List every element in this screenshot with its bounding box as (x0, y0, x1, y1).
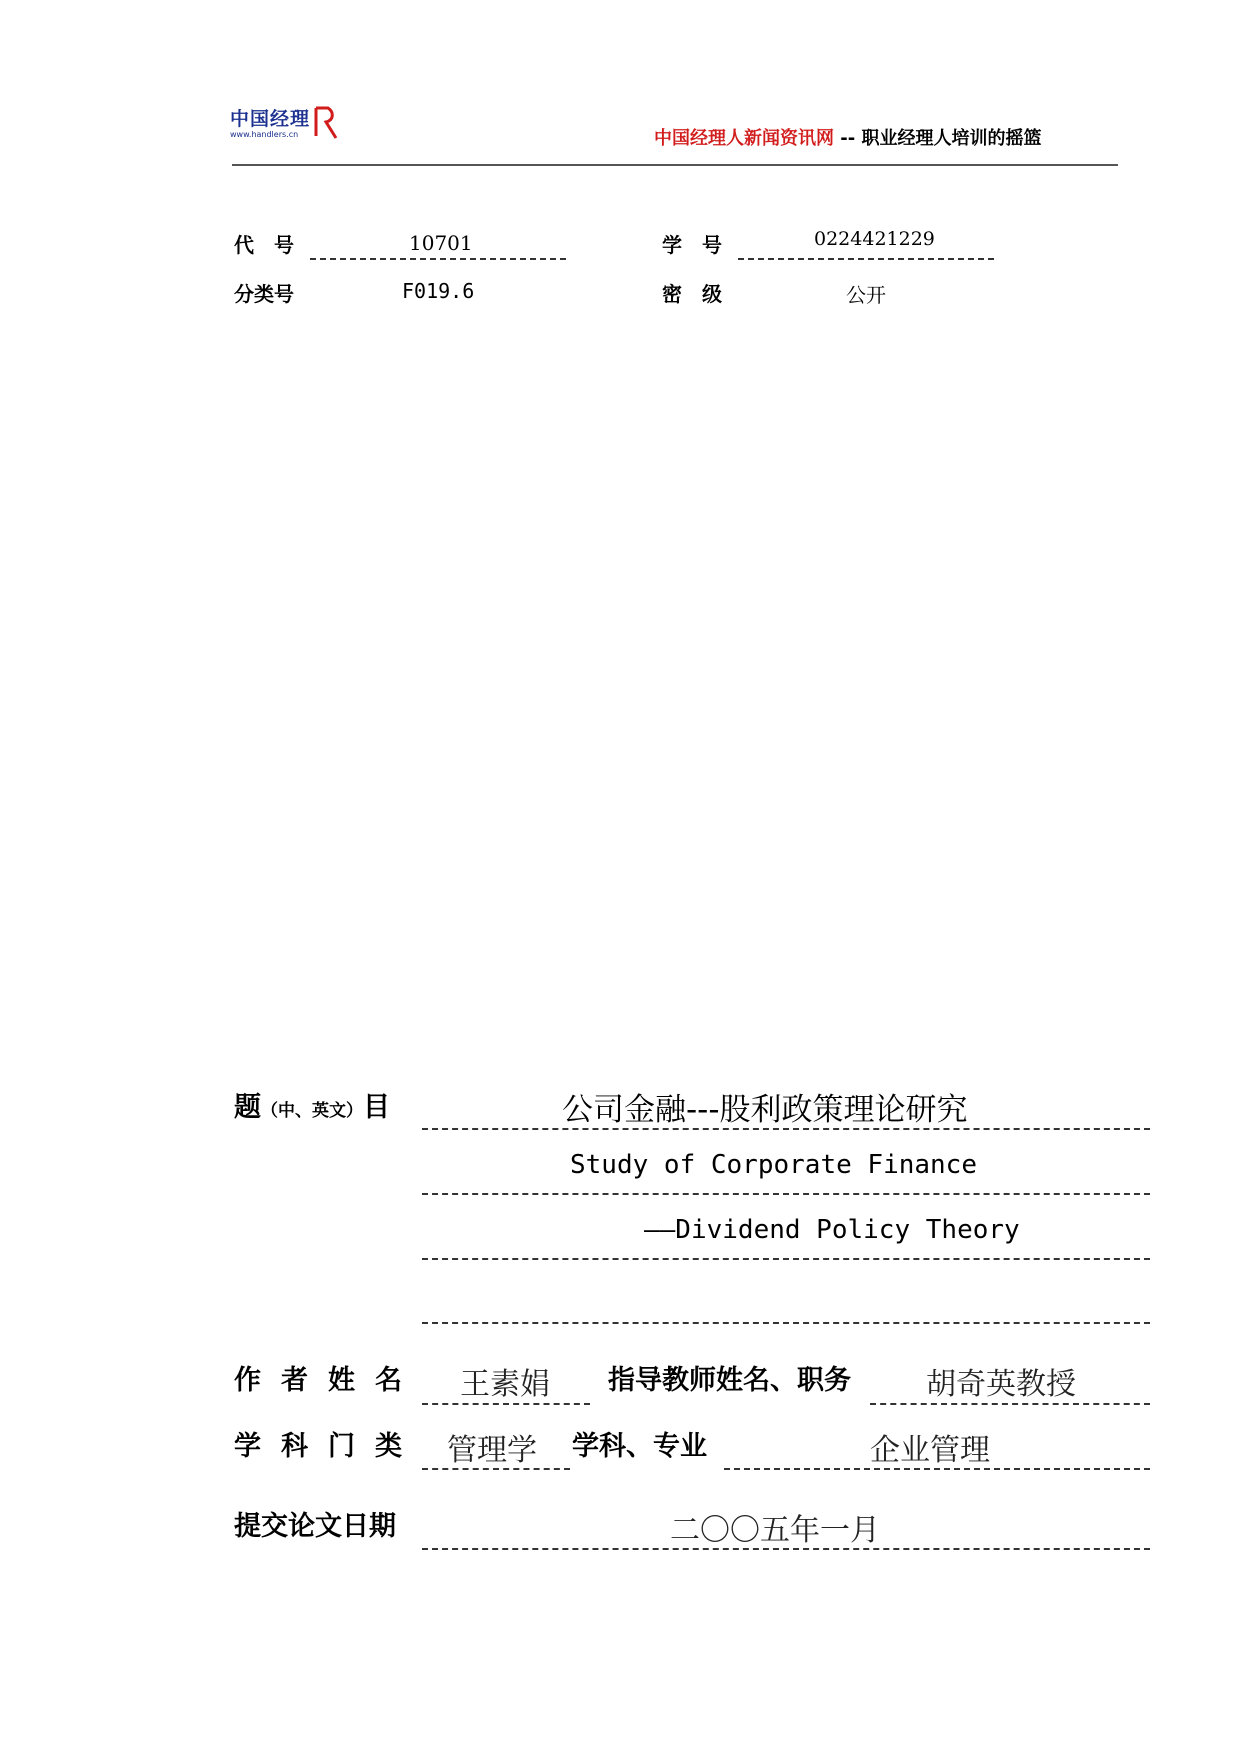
author-value: 王素娟 (460, 1367, 550, 1402)
date-underline (422, 1548, 1150, 1550)
title-label-part2: （中、英文） (261, 1101, 363, 1121)
student-id-value: 0224421229 (814, 228, 935, 250)
advisor-label: 指导教师姓名、职务 (608, 1365, 851, 1396)
class-value: F019.6 (402, 279, 475, 303)
secret-label: 密 级 (662, 282, 722, 306)
title-line4-underline (422, 1322, 1150, 1324)
title-label (234, 1085, 390, 1124)
advisor-underline (870, 1403, 1150, 1405)
site-tagline (654, 124, 1041, 150)
author-label: 作者姓名 (234, 1365, 422, 1396)
code-value: 10701 (409, 231, 473, 255)
logo-mark-icon (310, 106, 338, 140)
date-label: 提交论文日期 (234, 1511, 396, 1542)
discipline-underline (422, 1468, 570, 1470)
major-label: 学科、专业 (572, 1431, 707, 1462)
title-en-line1-underline (422, 1193, 1150, 1195)
header-divider (232, 164, 1118, 166)
discipline-label: 学科门类 (234, 1431, 422, 1462)
site-logo[interactable] (220, 104, 340, 144)
title-en-line2-underline (422, 1258, 1150, 1260)
author-underline (422, 1403, 590, 1405)
date-value: 二〇〇五年一月 (670, 1513, 880, 1548)
discipline-value: 管理学 (447, 1433, 537, 1468)
tagline-slogan: 职业经理人培训的摇篮 (861, 128, 1042, 149)
code-label: 代 号 (234, 233, 294, 257)
title-label-part3: 目 (363, 1092, 390, 1123)
title-cn-underline (422, 1128, 1150, 1130)
title-en-line1: Study of Corporate Finance (570, 1150, 977, 1180)
secret-value: 公开 (846, 283, 886, 307)
advisor-value: 胡奇英教授 (926, 1367, 1076, 1402)
major-underline (724, 1468, 1150, 1470)
tagline-separator: -- (834, 128, 862, 149)
title-label-part1: 题 (234, 1092, 261, 1123)
logo-text: 中国经理 (230, 108, 311, 130)
student-id-label: 学 号 (662, 233, 722, 257)
tagline-site-name: 中国经理人新闻资讯网 (654, 128, 834, 149)
title-cn: 公司金融---股利政策理论研究 (562, 1092, 968, 1128)
class-label: 分类号 (234, 282, 294, 306)
major-value: 企业管理 (870, 1433, 990, 1468)
logo-url: www.handlers.cn (230, 130, 299, 139)
code-underline (310, 258, 566, 260)
student-id-underline (738, 258, 994, 260)
title-en-line2: ——Dividend Policy Theory (644, 1215, 1020, 1245)
